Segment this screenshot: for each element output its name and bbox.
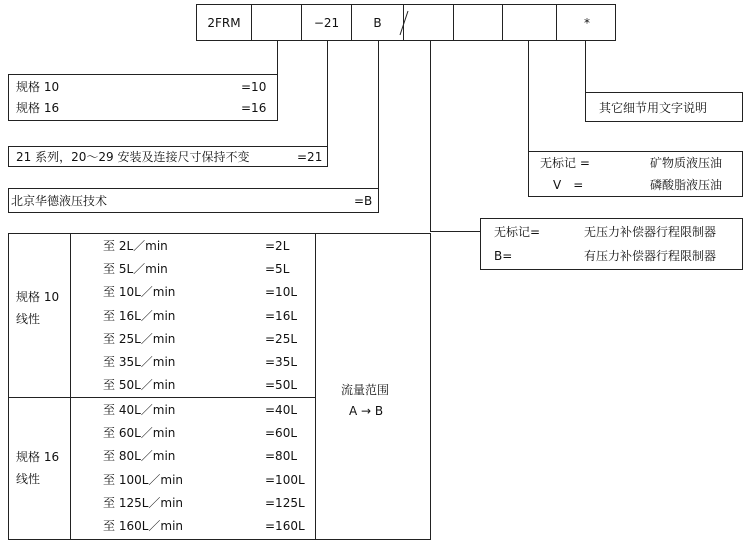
other-details-label: 其它细节用文字说明 [599, 101, 708, 115]
size16-label-line1: 规格 16 [16, 450, 60, 464]
size-10-value: =10 [241, 80, 267, 94]
code-cell-series [302, 5, 352, 40]
flow-table-divider-left [70, 234, 71, 539]
size10-label-line1: 规格 10 [16, 290, 60, 304]
code-cell-company [352, 5, 404, 40]
flow-range-item: 至 16L／min [103, 308, 176, 323]
connector-other [585, 41, 586, 92]
compensator-none-code: 无标记= [494, 225, 541, 239]
flow-range-code: =60L [265, 426, 298, 441]
flow-table-divider-right [315, 234, 316, 539]
flow-range-item: 至 5L／min [103, 262, 168, 277]
flow-range-code: =10L [265, 285, 298, 300]
fluid-mineral-code: 无标记 = [540, 156, 590, 170]
slash-separator [398, 10, 410, 36]
flow-range-code: =40L [265, 403, 298, 417]
flow-range-item: 至 25L／min [103, 331, 176, 346]
flow-range-item: 至 35L／min [103, 355, 176, 369]
flow-range-item: 至 100L／min [103, 472, 184, 487]
flow-range-item: 至 125L／min [103, 495, 184, 510]
company-box [8, 188, 379, 213]
flow-range-item: 至 40L／min [103, 403, 176, 417]
flow-range-code: =50L [265, 378, 298, 393]
connector-series [327, 41, 328, 146]
code-series: −21 [313, 15, 340, 30]
compensator-b-code: B= [494, 249, 513, 263]
series-value: =21 [297, 150, 323, 164]
fluid-phosphate-code: V = [553, 178, 584, 192]
fluid-phosphate-desc: 磷酸脂液压油 [650, 178, 723, 192]
flow-range-item: 至 50L／min [103, 378, 176, 393]
flow-range-item: 至 10L／min [103, 285, 176, 300]
flow-range-code: =5L [265, 262, 290, 277]
flow-table-divider-mid [9, 397, 316, 398]
compensator-b-desc: 有压力补偿器行程限制器 [584, 249, 717, 263]
flow-range-item: 至 2L／min [103, 239, 168, 253]
code-cell-compensator [404, 5, 454, 40]
code-cell-other [557, 5, 617, 40]
connector-company [378, 41, 379, 188]
size-10-label: 规格 10 [16, 80, 60, 94]
code-company: B [373, 15, 382, 30]
flow-range-item: 至 60L／min [103, 426, 176, 441]
size10-label-line2: 线性 [16, 312, 41, 326]
flow-range-title: 流量范围 [341, 383, 390, 397]
flow-range-code: =2L [265, 239, 290, 253]
company-value: =B [354, 194, 373, 208]
flow-range-direction: A → B [349, 404, 384, 418]
size-box [8, 74, 278, 121]
flow-range-code: =160L [265, 519, 305, 533]
flow-range-item: 至 160L／min [103, 519, 184, 533]
size-16-label: 规格 16 [16, 101, 60, 115]
fluid-box [528, 151, 743, 197]
code-cell-extra [454, 5, 503, 40]
fluid-mineral-desc: 矿物质液压油 [650, 156, 723, 170]
size16-label-line2: 线性 [16, 472, 41, 486]
other-details-box [585, 92, 743, 122]
flow-range-code: =25L [265, 331, 298, 346]
size-16-value: =16 [241, 101, 267, 115]
flow-range-table [8, 233, 431, 540]
code-cell-flow [252, 5, 302, 40]
flow-range-code: =35L [265, 355, 298, 369]
flow-range-code: =125L [265, 495, 305, 510]
flow-range-code: =80L [265, 449, 298, 464]
compensator-box [480, 218, 743, 270]
series-box [8, 146, 328, 167]
flow-range-code: =16L [265, 308, 298, 323]
flow-range-code: =100L [265, 472, 305, 487]
connector-compensator-h [430, 231, 480, 232]
code-cell-type [197, 5, 252, 40]
connector-size [277, 41, 278, 74]
company-label: 北京华德液压技术 [11, 194, 108, 208]
connector-fluid [528, 41, 529, 151]
code-type: 2FRM [207, 15, 241, 30]
code-cell-fluid [503, 5, 557, 40]
compensator-none-desc: 无压力补偿器行程限制器 [584, 225, 717, 239]
connector-compensator [430, 41, 431, 232]
series-label: 21 系列，20～29 安装及连接尺寸保持不变 [16, 150, 250, 164]
flow-range-item: 至 80L／min [103, 449, 176, 464]
code-other: * [584, 15, 590, 30]
